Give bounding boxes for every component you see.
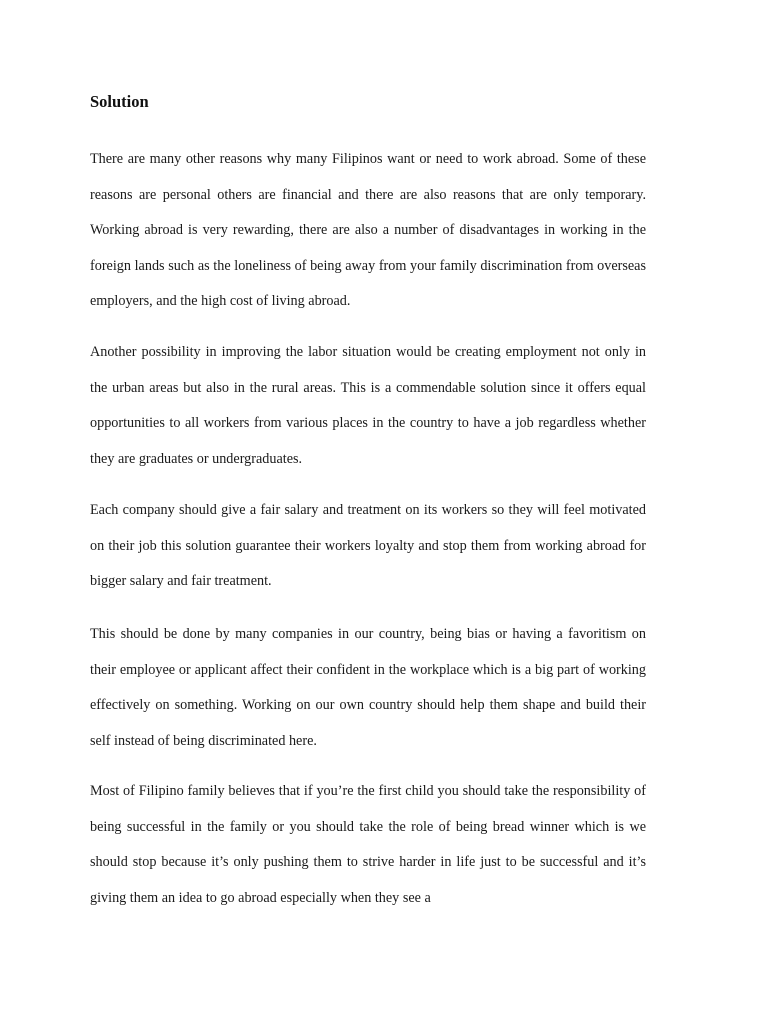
paragraph: This should be done by many companies in our country, being bias or having a favoritism on their employee or applicant affect their confident in the workplace which is a big part of working effectively on something. Working on our own country should help them shape and build their self instead of being discriminated here. bbox=[90, 626, 646, 749]
document-page bbox=[90, 0, 646, 1024]
paragraph: Each company should give a fair salary and treatment on its workers so they will feel motivated on their job this solution guarantee their workers loyalty and stop them from working abroad for bigger salary and fair treatment. bbox=[90, 502, 646, 589]
section-heading: Solution bbox=[90, 92, 149, 111]
paragraph: Most of Filipino family believes that if you’re the first child you should take the responsibility of being successful in the family or you should take the role of being bread winner which is we should stop because it’s only pushing them to strive harder in life just to be successful and it’s giving them an idea to go abroad especially when they see a bbox=[90, 783, 646, 906]
paragraph: Another possibility in improving the labor situation would be creating employment not only in the urban areas but also in the rural areas. This is a commendable solution since it offers equal opportunities to all workers from various places in the country to have a job regardless whether they are graduates or undergraduates. bbox=[90, 344, 646, 467]
paragraph: There are many other reasons why many Filipinos want or need to work abroad. Some of these reasons are personal others are financial and there are also reasons that are only temporary. Working abroad is very rewarding, there are also a number of disadvantages in working in the foreign lands such as the loneliness of being away from your family discrimination from overseas employers, and the high cost of living abroad. bbox=[90, 151, 646, 309]
